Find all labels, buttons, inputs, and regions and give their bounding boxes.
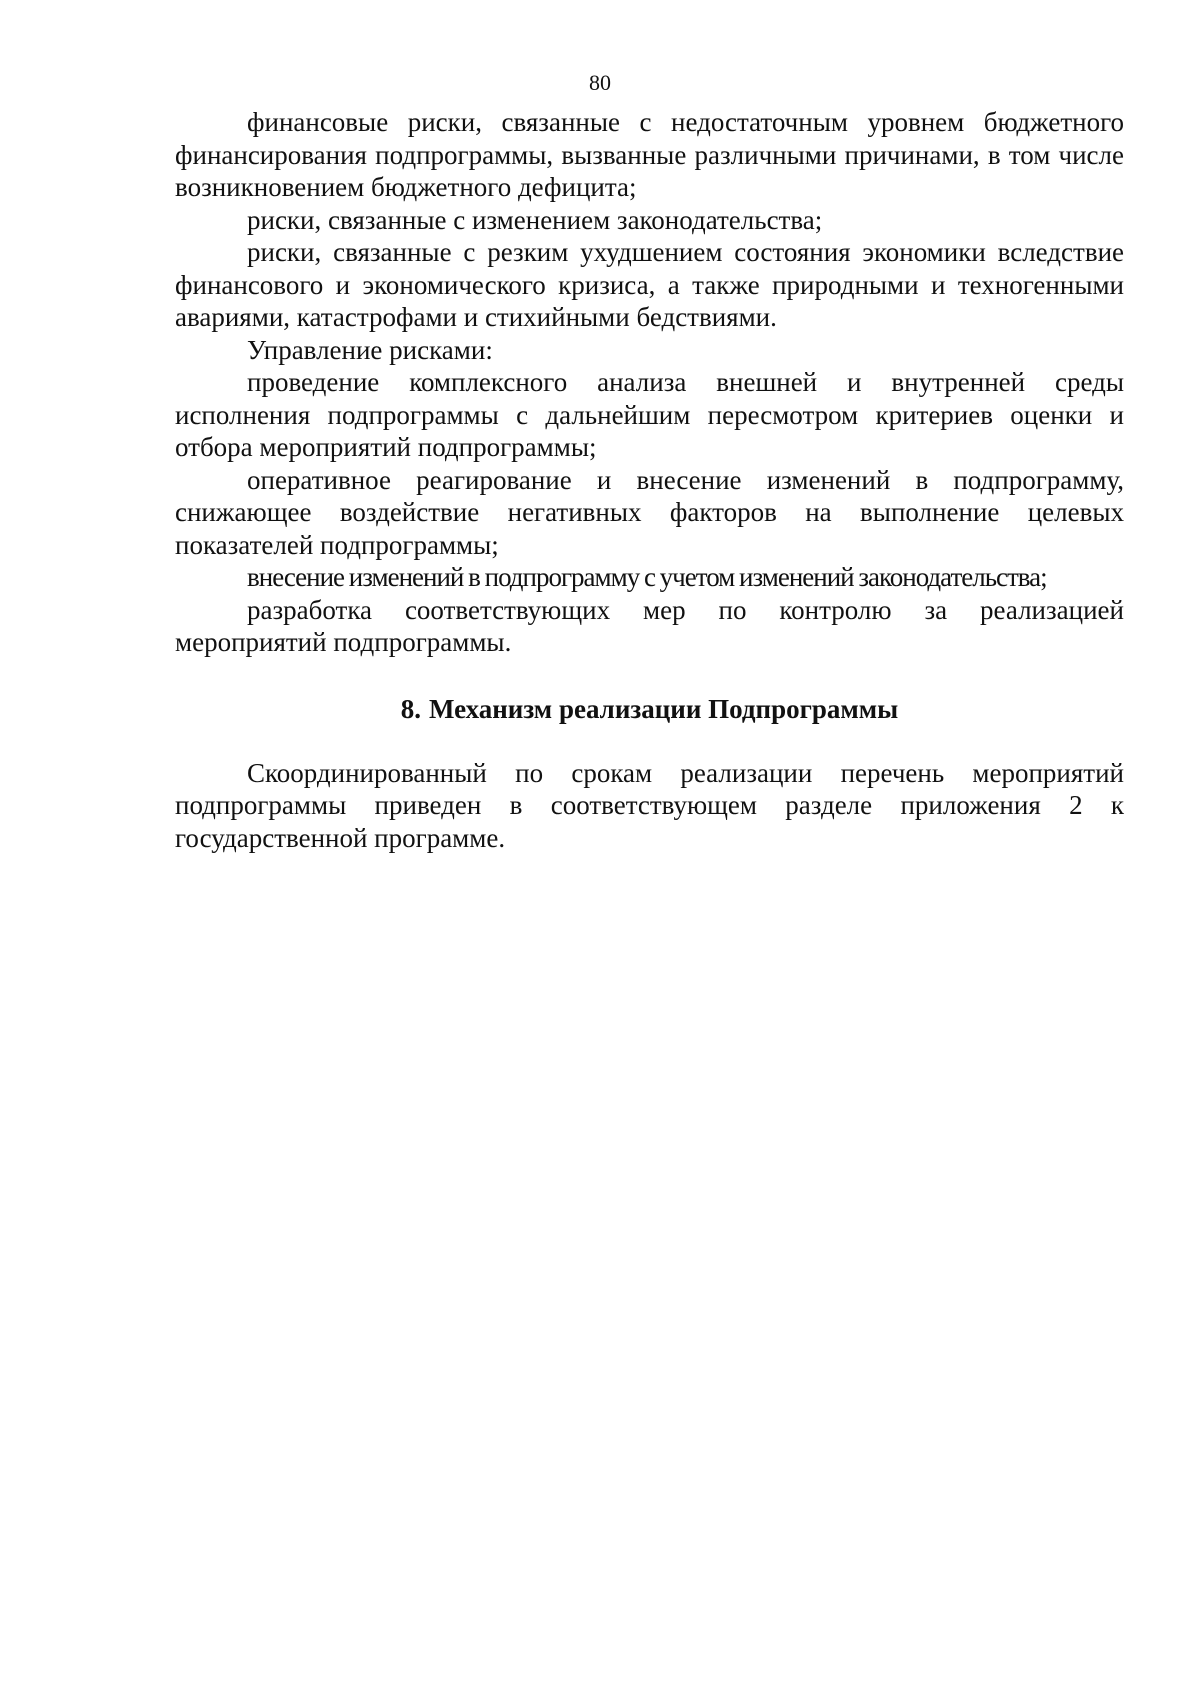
paragraph-control-measures: разработка соответствующих мер по контролю за реализацией мероприятий подпрограммы.: [175, 594, 1124, 657]
paragraph-implementation: Скоординированный по срокам реализации перечень мероприятий подпрограммы приведен в соответствующем разделе приложения 2 к государственной программе.: [175, 757, 1124, 853]
document-body: [175, 106, 1124, 854]
paragraph-analysis: проведение комплексного анализа внешней и внутренней среды исполнения подпрограммы с дальнейшим пересмотром критериев оценки и отбора мероприятий подпрограммы;: [175, 367, 1124, 462]
paragraph-operative-response: оперативное реагирование и внесение изменений в подпрограмму, снижающее воздействие негативных факторов на выполнение целевых показателей подпрограммы;: [175, 464, 1124, 560]
paragraph-legislation-risks: риски, связанные с изменением законодательства;: [247, 204, 823, 235]
paragraph-legislation-changes: внесение изменений в подпрограмму с учетом изменений законодательства;: [247, 562, 1047, 592]
section-title: Механизм реализации Подпрограммы: [429, 693, 899, 724]
section-heading: [175, 692, 1124, 726]
section-number: 8.: [400, 693, 421, 724]
paragraph-financial-risks: финансовые риски, связанные с недостаточным уровнем бюджетного финансирования подпрограммы, вызванные различными причинами, в том числе возникновением бюджетного дефицита;: [175, 107, 1124, 202]
paragraph-economic-risks: риски, связанные с резким ухудшением состояния экономики вследствие финансового и экономического кризиса, а также природными и техногенными авариями, катастрофами и стихийными бедствиями.: [175, 237, 1124, 332]
paragraph-risk-management: Управление рисками:: [247, 334, 493, 365]
page-number: 80: [589, 70, 611, 95]
